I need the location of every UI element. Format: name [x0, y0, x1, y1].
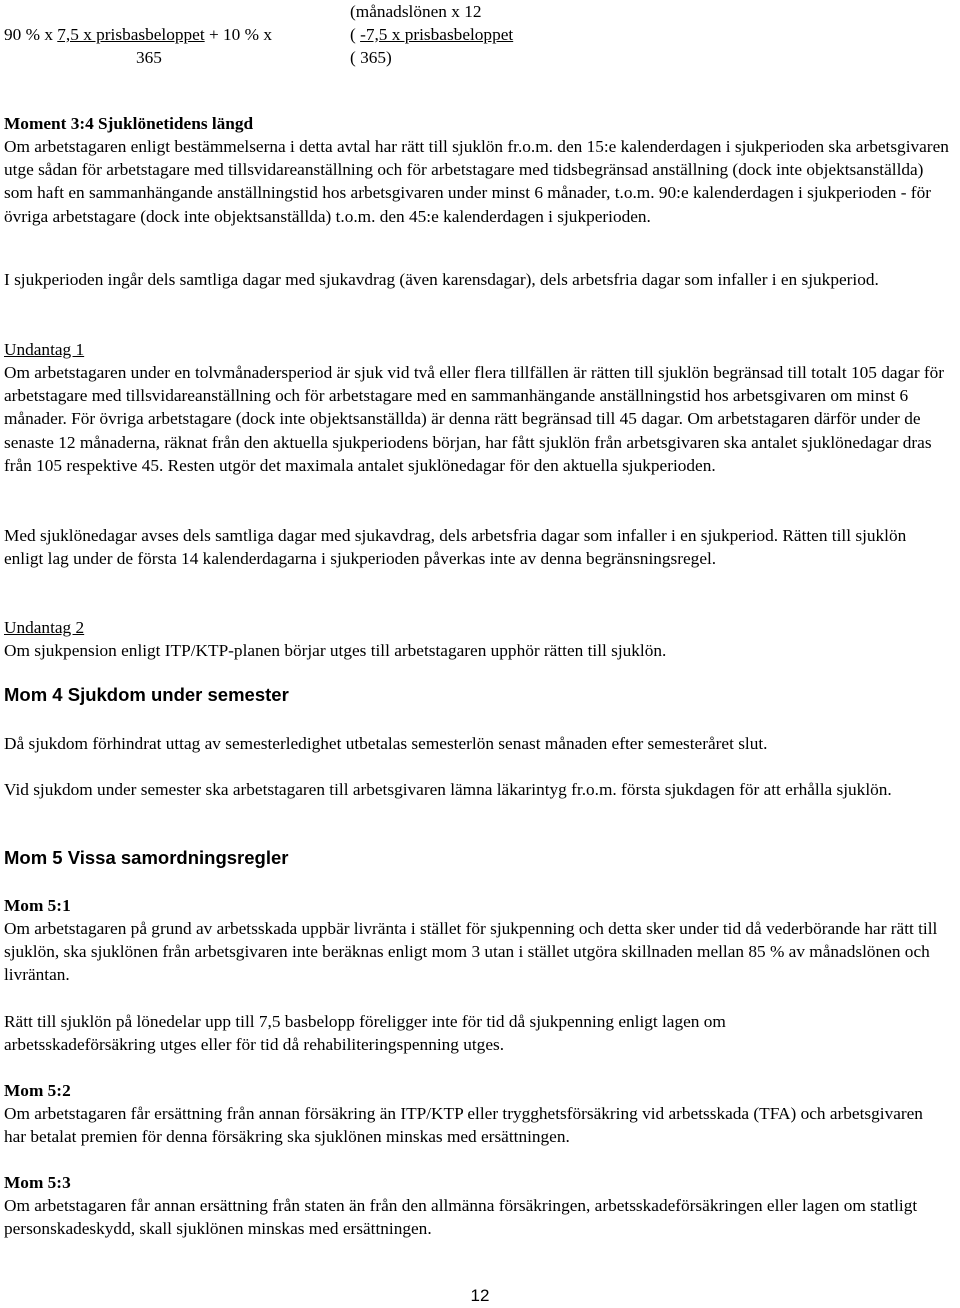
formula-left-pre: 90 % x [4, 25, 58, 44]
page-number: 12 [470, 1286, 490, 1305]
mom-5-3-title: Mom 5:3 [4, 1173, 71, 1192]
formula-right-line1 [350, 23, 513, 46]
undantag-2-text: Om sjukpension enligt ITP/KTP-planen börjar utges till arbetstagaren upphör rätten till sjuklön. [4, 641, 667, 660]
mom-5-2-text: Om arbetstagaren får ersättning från annan försäkring än ITP/KTP eller trygghetsförsäkring vid arbetsskada (TFA) och arbetsgivaren har betalat premien för denna försäkring ska sjuklönen minskas med ersättningen. [4, 1104, 923, 1147]
mom4-paragraph-2: Vid sjukdom under semester ska arbetstagaren till arbetsgivaren lämna läkarintyg fr.o.m. första sjukdagen för att erhålla sjuklön. [4, 780, 892, 799]
formula-left-underlined: 7,5 x prisbasbeloppet [57, 25, 205, 44]
undantag-1-title: Undantag 1 [4, 340, 85, 359]
undantag-2-title: Undantag 2 [4, 618, 85, 637]
formula-right-line0: (månadslönen x 12 [350, 2, 482, 21]
formula-left-line1 [4, 23, 272, 46]
formula-left-denominator: 365 [136, 48, 162, 67]
undantag-1-text: Om arbetstagaren under en tolvmånadersperiod är sjuk vid två eller flera tillfällen är rätten till sjuklön begränsad till totalt 105 dagar för arbetstagare med tillsvidareanställning och för arbetstagare med en sammanhängande anställningstid hos arbetsgivaren om minst 6 månader. För övriga arbetstagare (dock inte objektsanställda) är denna rätt begränsad till 45 dagar. Om arbetstagaren därför under de senaste 12 månaderna, räknat från den aktuella sjukperiodens början, har fått sjuklön från arbetsgivaren ska antalet sjuklönedagar dras från 105 respektive 45. Resten utgör det maximala antalet sjuklönedagar för den aktuella sjukperioden. [4, 363, 945, 475]
formula-right-denominator: ( 365) [350, 48, 392, 67]
moment34-paragraph-3: Med sjuklönedagar avses dels samtliga dagar med sjukavdrag, dels arbetsfria dagar som infaller i en sjukperiod. Rätten till sjuklön enligt lag under de första 14 kalenderdagarna i sjukperioden påverkas inte av denna begränsningsregel. [4, 526, 907, 569]
mom4-paragraph-1: Då sjukdom förhindrat uttag av semesterledighet utbetalas semesterlön senast månaden efter semesteråret slut. [4, 734, 768, 753]
mom-5-3-text: Om arbetstagaren får annan ersättning från staten än från den allmänna försäkringen, arbetsskadeförsäkringen eller lagen om statligt personskadeskydd, skall sjuklönen minskas med ersättningen. [4, 1196, 918, 1239]
mom-5-2-title: Mom 5:2 [4, 1081, 71, 1100]
moment34-paragraph-1: Om arbetstagaren enligt bestämmelserna i detta avtal har rätt till sjuklön fr.o.m. den 15:e kalenderdagen i sjukperioden ska arbetsgivaren utge sådan för arbetstagare med tillsvidareanställning och för arbetstagare med tidsbegränsad anställning (dock inte objektsanställda) som haft en sammanhängande anställningstid hos arbetsgivaren under minst 6 månader, t.o.m. 90:e kalenderdagen i sjukperioden - för övriga arbetstagare (dock inte objektsanställda) t.o.m. den 45:e kalenderdagen i sjukperioden. [4, 137, 949, 226]
moment34-paragraph-2: I sjukperioden ingår dels samtliga dagar med sjukavdrag (även karensdagar), dels arbetsfria dagar som infaller i en sjukperiod. [4, 270, 879, 289]
section-heading-moment-3-4: Moment 3:4 Sjuklönetidens längd [4, 114, 254, 133]
formula-left-post: + 10 % x [204, 25, 272, 44]
mom-5-1-text-2: Rätt till sjuklön på lönedelar upp till 7,5 basbelopp föreligger inte för tid då sjukpenning enligt lagen om arbetsskadeförsäkring utges eller för tid då rehabiliteringspenning utges. [4, 1012, 726, 1055]
section-heading-mom-4: Mom 4 Sjukdom under semester [4, 684, 289, 705]
mom-5-1-text: Om arbetstagaren på grund av arbetsskada uppbär livränta i stället för sjukpenning och detta sker under tid då vederbörande har rätt till sjuklön, ska sjuklönen från arbetsgivaren inte beräknas enligt mom 3 utan i stället utgöra skillnaden mellan 85 % av månadslönen och livräntan. [4, 919, 938, 985]
formula-right-underlined: -7,5 x prisbasbeloppet [360, 25, 514, 44]
section-heading-mom-5: Mom 5 Vissa samordningsregler [4, 847, 289, 868]
formula-right-pre: ( [350, 25, 361, 44]
mom-5-1-title: Mom 5:1 [4, 896, 71, 915]
